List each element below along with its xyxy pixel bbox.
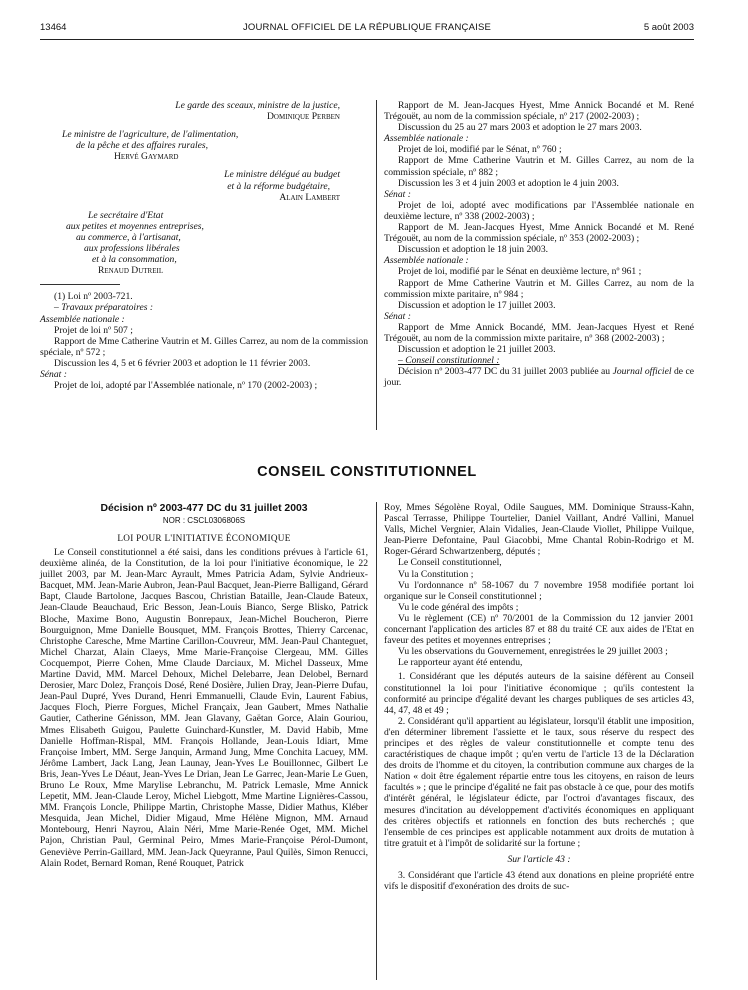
senat-heading: Sénat : [384,310,411,322]
visa-line: Vu la Constitution ; [398,568,474,580]
signature-secretaire-etat [62,210,368,277]
visa-line: Vu l'ordonnance nº 58-1067 du 7 novembre 1958 modifiée portant loi organique sur le Conseil constitutionnel ; [384,579,694,602]
signatory-name: Hervé Gaymard [114,151,179,163]
signature-role: Le garde des sceaux, ministre de la justice, [175,100,340,111]
assemblee-heading: Assemblée nationale : [40,313,125,325]
decision-intro: Le Conseil constitutionnel a été saisi, dans les conditions prévues à l'article 61, deuxième alinéa, de la Constitution, de la loi pour l'initiative économique, le 22 juillet 2003, par M. Jean-Marc Ayrault, Mmes Patricia Adam, Sylvie Andrieux-Bacquet, MM. Jean-Marie Aubron, Jean-Paul Bacquet, Jean-Pierre Balligand, Gérard Bapt, Claude Bartolone, Jacques Bascou, Christian Bataille, Jean-Claude Bateux, Jean-Claude Beauchaud, Eric Besson, Jean-Louis Bianco, Serge Blisko, Patrick Bloche, Maxime Bono, Augustin Bonrepaux, Jean-Michel Boucheron, Pierre Bourguignon, Mme Danielle Bousquet, MM. François Brottes, Thierry Carcenac, Christophe Caresche, Mme Martine Carillon-Couvreur, MM. Jean-Paul Chanteguet, Michel Charzat, Alain Claeys, Mme Marie-Françoise Clergeau, MM. Gilles Cocquempot, Pierre Cohen, Mme Claude Darciaux, M. Michel Dasseux, Mme Martine David, MM. Marcel Dehoux, Michel Delebarre, Jean Delobel, Bernard Derosier, Marc Dolez, François Dosé, René Dosière, Julien Dray, Jean-Pierre Dufau, Jean-Paul Dupré, Yves Durand, Henri Emmanuelli, Claude Evin, Laurent Fabius, Jacques Floch, Pierre Forgues, Michel Françaix, Jean Gaubert, Mmes Nathalie Gautier, Catherine Génisson, MM. Jean Glavany, Gaëtan Gorce, Alain Gouriou, Mmes Elisabeth Guigou, Paulette Guinchard-Kunstler, M. David Habib, Mme Danielle Hoffman-Rispal, MM. François Hollande, Jean-Louis Idiart, Mme Françoise Imbert, MM. Serge Janquin, Armand Jung, Mme Conchita Lacuey, MM. Jérôme Lambert, Jack Lang, Jean Launay, Jean-Yves Le Bouillonnec, Gilbert Le Bris, Jean-Yves Le Déaut, Jean-Yves Le Drian, Jean Le Garrec, Jean-Marie Le Guen, Bruno Le Roux, Mme Marylise Lebranchu, M. Patrick Lemasle, Mme Annick Lepetit, MM. Jean-Claude Leroy, Michel Liebgott, Mme Martine Lignières-Cassou, MM. François Loncle, Philippe Martin, Christophe Masse, Didier Mathus, Kléber Mesquida, Jean Michel, Didier Migaud, Mme Hélène Mignon, MM. Arnaud Montebourg, Henri Nayrou, Alain Néri, Mme Marie-Renée Oget, MM. Michel Pajon, Christian Paul, Germinal Peiro, Mmes Marie-Françoise Pérol-Dumont, Geneviève Perrin-Gaillard, MM. Jean-Jack Queyranne, Paul Quilès, Simon Renucci, Alain Rodet, Bernard Roman, René Rouquet, Patrick [40,547,368,869]
signatory-name: Dominique Perben [267,111,340,123]
signature-garde-des-sceaux [40,100,340,122]
journal-title: JOURNAL OFFICIEL DE LA RÉPUBLIQUE FRANÇAISE [242,22,492,33]
decision-left-column [40,502,368,869]
footnote-line: Rapport de Mme Catherine Vautrin et M. Gilles Carrez, au nom de la commission spéciale, nº 882 ; [384,155,694,178]
considerant-2: 2. Considérant qu'il appartient au législateur, lorsqu'il établit une imposition, d'en déterminer librement l'assiette et le taux, sous réserve du respect des principes et des règles de valeur constitutionnelle et compte tenu des caractéristiques de chaque impôt ; qu'en vertu de l'article 13 de la Déclaration des droits de l'homme et du citoyen, la contribution commune aux charges de la Nation « doit être également répartie entre tous les citoyens, en raison de leurs facultés » ; que le principe d'égalité ne fait pas obstacle à ce que, pour des motifs d'intérêt général, le législateur édicte, par l'octroi d'avantages fiscaux, des mesures d'incitation au développement d'activités économiques en appliquant des critères objectifs et rationnels en fonction des buts recherchés ; que l'ensemble de ces principes est applicable notamment aux droits de mutation à titre gratuit et à l'impôt de solidarité sur la fortune ; [384,715,694,849]
considerant-3: 3. Considérant que l'article 43 étend aux donations en pleine propriété entre vifs le dispositif d'exonération des droits de suc- [384,870,694,893]
conseil-text: de ce jour. [384,366,694,389]
footnote-line: Discussion les 3 et 4 juin 2003 et adoption le 4 juin 2003. [398,177,619,189]
footnote-line: Rapport de M. Jean-Jacques Hyest, Mme Annick Bocandé et M. René Trégouët, au nom de la commission spéciale, nº 353 (2002-2003) ; [384,222,694,245]
footnote-line: Discussion et adoption le 18 juin 2003. [398,244,549,256]
signature-role: et à la réforme budgétaire, [227,180,330,192]
signature-agriculture [62,129,368,162]
footnote-line: Discussion les 4, 5 et 6 février 2003 et adoption le 11 février 2003. [54,357,311,369]
column-separator-lower [376,502,377,980]
visa-line: Vu le règlement (CE) nº 70/2001 de la Commission du 12 janvier 2001 concernant l'application des articles 87 et 88 du traité CE aux aides de l'Etat en faveur des petites et moyennes entreprises ; [384,612,694,647]
conseil-heading: – Conseil constitutionnel : [398,355,500,367]
signature-role: et à la consommation, [92,254,177,266]
footnote-line: Rapport de Mme Annick Bocandé, MM. Jean-Jacques Hyest et René Trégouët, au nom de la commission mixte paritaire, nº 368 (2002-2003) ; [384,321,694,344]
running-header [40,22,694,36]
signature-role: Le ministre délégué au budget [224,169,340,181]
footnote-line: Projet de loi, adopté avec modifications par l'Assemblée nationale en deuxième lecture, nº 338 (2002-2003) ; [384,199,694,222]
visa-line: Le Conseil constitutionnel, [398,557,502,569]
footnote-line: Discussion du 25 au 27 mars 2003 et adoption le 27 mars 2003. [398,122,642,134]
column-separator-upper [376,100,377,430]
header-rule [40,39,694,40]
footnote-line: Projet de loi, modifié par le Sénat en deuxième lecture, nº 961 ; [398,266,642,278]
footnote-ref: (1) Loi nº 2003-721. [54,291,133,303]
footnote-line: Discussion et adoption le 21 juillet 2003. [398,344,556,356]
footnote-line: Projet de loi nº 507 ; [54,324,133,336]
signature-role: aux professions libérales [84,243,180,255]
issue-date: 5 août 2003 [643,22,694,33]
signature-role: de la pêche et des affaires rurales, [76,140,209,152]
section-title: CONSEIL CONSTITUTIONNEL [257,464,477,480]
signature-role: Le secrétaire d'Etat [88,209,164,221]
law-title: LOI POUR L'INITIATIVE ÉCONOMIQUE [117,533,291,543]
decision-title: Décision nº 2003-477 DC du 31 juillet 2003 [100,503,308,514]
signature-role: Le ministre de l'agriculture, de l'alimentation, [62,129,239,141]
signature-role: aux petites et moyennes entreprises, [66,220,204,232]
signature-role: au commerce, à l'artisanat, [76,231,181,243]
conseil-text: Décision nº 2003-477 DC du 31 juillet 2003 publiée au [398,366,613,378]
assemblee-heading: Assemblée nationale : [384,255,469,267]
footnote-line: Rapport de M. Jean-Jacques Hyest, Mme Annick Bocandé et M. René Trégouët, au nom de la commission spéciale, nº 217 (2002-2003) ; [384,100,694,123]
conseil-publication-line [384,366,694,388]
article-43-heading: Sur l'article 43 : [507,853,571,865]
senat-heading: Sénat : [384,188,411,200]
footnote-line: Rapport de Mme Catherine Vautrin et M. Gilles Carrez, au nom de la commission spéciale, nº 572 ; [40,335,368,358]
footnote-line: Projet de loi, modifié par le Sénat, nº 760 ; [398,144,562,156]
visa-line: Vu le code général des impôts ; [398,601,519,613]
footnote-line: Rapport de Mme Catherine Vautrin et M. Gilles Carrez, au nom de la commission mixte paritaire, nº 984 ; [384,277,694,300]
decision-intro-continued: Roy, Mmes Ségolène Royal, Odile Saugues, MM. Dominique Strauss-Kahn, Pascal Terrasse, Philippe Tourtelier, Daniel Vaillant, André Vallini, Manuel Valls, Michel Vergnier, Alain Vidalies, Jean-Claude Viollet, Philippe Vuilque, Jean-Pierre Defontaine, Paul Giacobbi, Mme Chantal Robin-Rodrigo et M. Roger-Gérard Schwartzenberg, députés ; [384,502,694,558]
upper-left-column [40,100,368,391]
assemblee-heading: Assemblée nationale : [384,133,469,145]
signature-budget [40,169,340,202]
decision-right-column [384,502,694,892]
considerant-1: 1. Considérant que les députés auteurs de la saisine défèrent au Conseil constitutionnel la loi pour l'initiative économique ; qu'ils contestent la conformité au principe d'égalité devant les charges publiques de ses articles 43, 44, 47, 48 et 49 ; [384,671,694,716]
page-number: 13464 [40,22,67,33]
upper-right-column [384,100,694,388]
journal-officiel-ref: Journal officiel [612,366,672,378]
footnote-line: Projet de loi, adopté par l'Assemblée nationale, nº 170 (2002-2003) ; [54,380,318,392]
travaux-heading: – Travaux préparatoires : [54,302,154,314]
signatory-name: Renaud Dutreil [98,265,164,277]
senat-heading: Sénat : [40,368,67,380]
footnote-rule [40,284,120,285]
visa-line: Le rapporteur ayant été entendu, [398,657,523,669]
visa-line: Vu les observations du Gouvernement, enregistrées le 29 juillet 2003 ; [398,646,668,658]
footnote-line: Discussion et adoption le 17 juillet 2003. [398,299,556,311]
nor-reference: NOR : CSCL0306806S [162,516,246,525]
signatory-name: Alain Lambert [279,191,340,203]
